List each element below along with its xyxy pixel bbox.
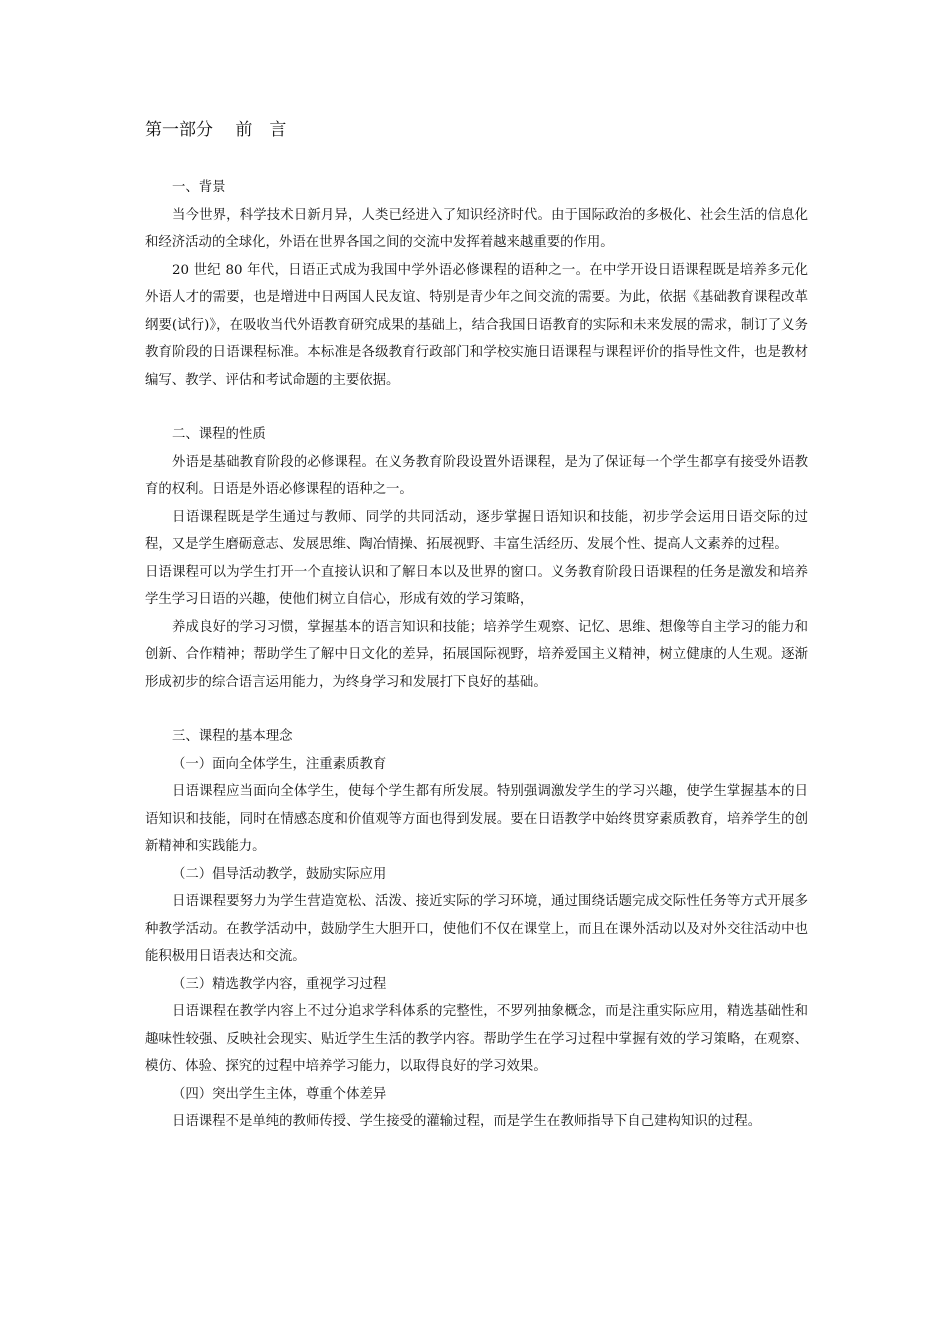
paragraph: 日语课程应当面向全体学生，使每个学生都有所发展。特别强调激发学生的学习兴趣，使学生掌握基本的日语知识和技能，同时在情感态度和价值观等方面也得到发展。要在日语教学中始终贯穿素质教育，培养学生的创新精神和实践能力。 [145, 784, 808, 854]
paragraph: 日语课程既是学生通过与教师、同学的共同活动，逐步掌握日语知识和技能，初步学会运用日语交际的过程，又是学生磨砺意志、发展思维、陶冶情操、拓展视野、丰富生活经历、发展个性、提高人文素养的过程。 [145, 509, 808, 552]
subsection-title: （二）倡导活动教学，鼓励实际应用 [172, 866, 387, 882]
paragraph: 日语课程在教学内容上不过分追求学科体系的完整性，不罗列抽象概念，而是注重实际应用，精选基础性和趣味性较强、反映社会现实、贴近学生生活的教学内容。帮助学生在学习过程中掌握有效的学习策略，在观察、模仿、体验、探究的过程中培养学习能力，以取得良好的学习效果。 [145, 1004, 808, 1074]
paragraph: 外语是基础教育阶段的必修课程。在义务教育阶段设置外语课程，是为了保证每一个学生都享有接受外语教育的权利。日语是外语必修课程的语种之一。 [145, 454, 808, 497]
paragraph: 日语课程可以为学生打开一个直接认识和了解日本以及世界的窗口。义务教育阶段日语课程的任务是激发和培养学生学习日语的兴趣，使他们树立自信心，形成有效的学习策略， [145, 564, 808, 607]
section-heading: 一、背景 [172, 180, 226, 195]
section-heading: 三、课程的基本理念 [172, 729, 293, 744]
page-title: 第一部分 前 言 [145, 120, 287, 140]
subsection-title: （三）精选教学内容，重视学习过程 [172, 976, 387, 992]
paragraph: 当今世界，科学技术日新月异，人类已经进入了知识经济时代。由于国际政治的多极化、社会生活的信息化和经济活动的全球化，外语在世界各国之间的交流中发挥着越来越重要的作用。 [145, 207, 808, 250]
paragraph: 日语课程要努力为学生营造宽松、活泼、接近实际的学习环境，通过围绕话题完成交际性任务等方式开展多种教学活动。在教学活动中，鼓励学生大胆开口，使他们不仅在课堂上，而且在课外活动以及对外交往活动中也能积极用日语表达和交流。 [145, 894, 808, 964]
section-spacer [145, 394, 808, 421]
section-spacer [145, 696, 808, 723]
section-background [145, 174, 808, 394]
paragraph: 养成良好的学习习惯，掌握基本的语言知识和技能；培养学生观察、记忆、思维、想像等自主学习的能力和创新、合作精神；帮助学生了解中日文化的差异，拓展国际视野，培养爱国主义精神，树立健康的人生观。逐渐形成初步的综合语言运用能力，为终身学习和发展打下良好的基础。 [145, 619, 808, 690]
paragraph: 20 世纪 80 年代，日语正式成为我国中学外语必修课程的语种之一。在中学开设日语课程既是培养多元化外语人才的需要，也是增进中日两国人民友谊、特别是青少年之间交流的需要。为此，依据《基础教育课程改革纲要(试行)》，在吸收当代外语教育研究成果的基础上，结合我国日语教育的实际和未来发展的需求，制订了义务教育阶段的日语课程标准。本标准是各级教育行政部门和学校实施日语课程与课程评价的指导性文件，也是教材编写、教学、评估和考试命题的主要依据。 [145, 262, 808, 388]
section-philosophy [145, 723, 808, 1136]
paragraph: 日语课程不是单纯的教师传授、学生接受的灌输过程，而是学生在教师指导下自己建构知识的过程。 [172, 1114, 762, 1129]
document-body [145, 118, 808, 1136]
section-nature [145, 421, 808, 696]
subsection-title: （一）面向全体学生，注重素质教育 [172, 756, 387, 772]
section-heading: 二、课程的性质 [172, 427, 266, 442]
subsection-title: （四）突出学生主体，尊重个体差异 [172, 1086, 387, 1102]
